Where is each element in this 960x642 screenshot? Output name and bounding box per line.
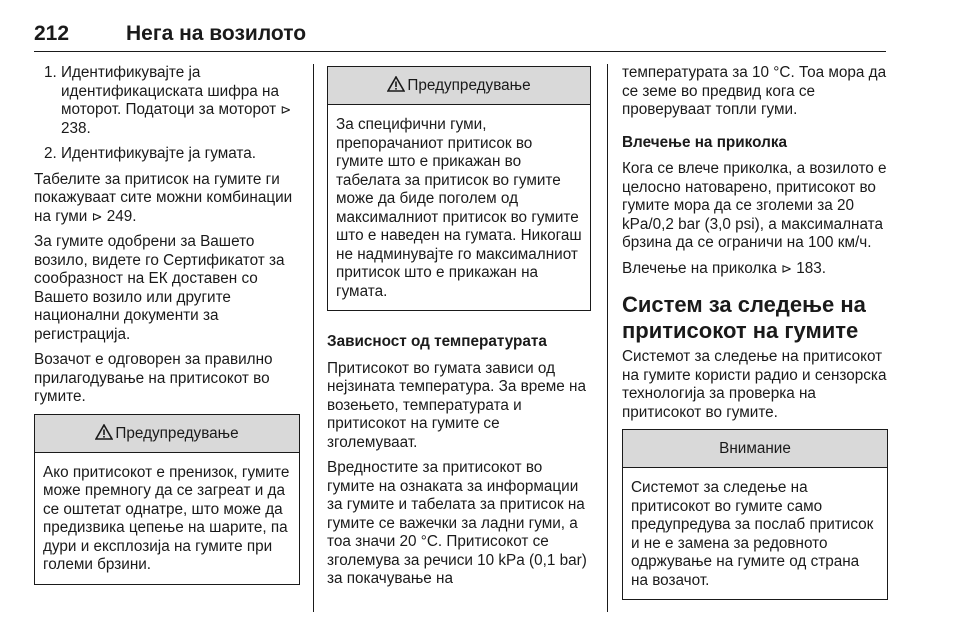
warning-box: [327, 66, 591, 311]
paragraph: [34, 171, 300, 227]
paragraph: Системот за следење на притисокот на гумите користи радио и сензорска технологија за проверка на притисокот во гумите.: [622, 348, 887, 421]
list-item: [34, 64, 300, 138]
warning-box-header: [35, 415, 299, 453]
reference-arrow-icon: ⊳: [781, 260, 792, 276]
notice-text: Системот за следење на притисокот во гумите само предупредува за послаб притисок и не е замена за редовното одржување на гумите од страна на возачот.: [631, 479, 874, 589]
column-left: [34, 64, 300, 595]
page-title: Нега на возилото: [126, 22, 307, 45]
paragraph: температурата за 10 °C. Тоа мора да се земе во предвид кога се проверуваат топли гуми.: [622, 64, 887, 118]
steps-list: [34, 64, 300, 164]
notice-box: [622, 429, 888, 600]
list-item-text: Идентификувајте ја идентификациската шифра на моторот. Податоци за моторот: [61, 64, 280, 118]
paragraph: Притисокот во гумата зависи од нејзината температура. За време на возењето, температурата и притисокот на гумите се зголемуваат.: [327, 359, 586, 451]
warning-title: Предупредување: [115, 424, 239, 442]
reference-arrow-icon: ⊳: [280, 102, 292, 117]
notice-box-header: Внимание: [623, 430, 887, 468]
page-reference-link[interactable]: 183.: [796, 259, 827, 277]
warning-text: Ако притисокот е пренизок, гумите може премногу да се загреат и да се оштетат однатре, што може да предизвика цепење на шарите, па дури и експлозија на гумите при големи брзини.: [43, 463, 290, 573]
chapter-title: Систем за следење на притисокот на гумите: [622, 292, 866, 343]
warning-box: [34, 414, 300, 585]
paragraph: Кога се влече приколка, а возилото е целосно натоварено, притисокот во гумите мора да се зголеми за 20 kPa/0,2 bar (3,0 psi), а максималната брзина да се ограничи на 100 км/ч.: [622, 160, 887, 251]
page-reference-link[interactable]: 238.: [61, 119, 91, 137]
page-header: [34, 22, 886, 52]
reference-arrow-icon: ⊳: [91, 208, 103, 224]
column-middle: [327, 64, 591, 596]
section-heading: Влечење на приколка: [622, 133, 787, 151]
column-divider: [313, 64, 314, 612]
column-divider: [607, 64, 608, 612]
paragraph: Вредностите за притисокот во гумите на ознаката за информации за гумите и табелата за притисок на гумите се важечки за ладни гуми, а тоа значи 20 °C. Притисокот се зголемува за речиси 10 kPa (0,1 bar) за покачување на: [327, 459, 587, 587]
list-item-number: 1.: [44, 64, 57, 81]
warning-title: Предупредување: [407, 77, 531, 94]
list-item-text: Идентификувајте ја гумата.: [61, 145, 257, 162]
warning-triangle-icon: [95, 424, 113, 440]
list-item: [34, 145, 300, 164]
paragraph-text: Табелите за притисок на гумите ги покажуваат сите можни комбинации на гуми: [34, 170, 293, 225]
paragraph: За гумите одобрени за Вашето возило, видете го Сертификатот за сообразност на ЕК доставен со Вашето возило или другите национални документи за регистрација.: [34, 233, 285, 343]
column-right: [622, 64, 888, 610]
warning-text: За специфични гуми, препорачаниот притисок во гумите што е прикажан во табелата за притисок во гумите може да биде поголем од максималниот притисок во гумите што е наведен на гумата. Никогаш не надминувајте го максималниот притисок што е прикажан на гумата.: [336, 116, 582, 300]
list-item-number: 2.: [44, 145, 57, 162]
warning-triangle-icon: [387, 76, 405, 92]
warning-box-header: [328, 67, 590, 105]
paragraph: [622, 260, 888, 279]
paragraph-text: Влечење на приколка: [622, 259, 777, 277]
paragraph: Возачот е одговорен за правилно прилагодување на притисокот во гумите.: [34, 351, 273, 405]
section-heading: Зависност од температурата: [327, 333, 547, 350]
page-number: 212: [34, 22, 70, 45]
page-reference-link[interactable]: 249.: [106, 207, 137, 225]
